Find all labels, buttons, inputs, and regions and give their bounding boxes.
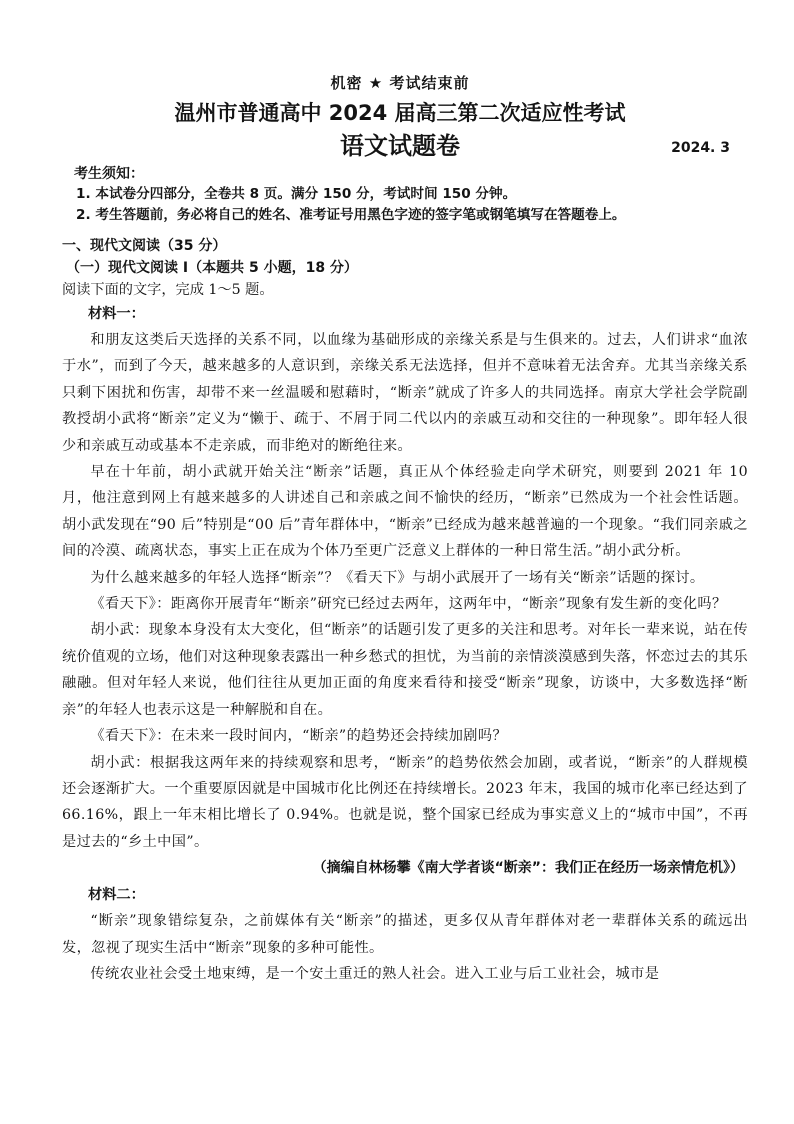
- paragraph: 为什么越来越多的年轻人选择“断亲”？《看天下》与胡小武展开了一场有关“断亲”话题的探讨。: [90, 569, 705, 586]
- subject-row: [62, 130, 748, 162]
- paragraph: 胡小武：现象本身没有太大变化，但“断亲”的话题引发了更多的关注和思考。对年长一辈来说，站在传统价值观的立场，他们对这种现象表露出一种乡愁式的担忧，为当前的亲情淡漠感到失落，怀恋过去的其乐融融。但对年轻人来说，他们往往从更加正面的角度来看待和接受“断亲”现象，访谈中，大多数选择“断亲”的年轻人也表示这是一种解脱和自在。: [62, 622, 748, 718]
- paragraph: 传统农业社会受土地束缚，是一个安土重迁的熟人社会。进入工业与后工业社会，城市是: [90, 965, 660, 982]
- section-title: 一、现代文阅读（35 分）: [62, 238, 227, 254]
- notice-title: 考生须知：: [74, 166, 144, 182]
- exam-title: 温州市普通高中 2024 届高三第二次适应性考试: [174, 101, 626, 125]
- paragraph: 和朋友这类后天选择的关系不同，以血缘为基础形成的亲缘关系是与生俱来的。过去，人们讲求“血浓于水”，而到了今天，越来越多的人意识到，亲缘关系无法选择，但并不意味着无法舍弃。尤其当亲缘关系只剩下困扰和伤害，却带不来一丝温暖和慰藉时，“断亲”就成了许多人的共同选择。南京大学社会学院副教授胡小武将“断亲”定义为“懒于、疏于、不屑于同二代以内的亲戚互动和交往的一种现象”。即年轻人很少和亲戚互动或基本不走亲戚，而非绝对的断绝往来。: [62, 332, 748, 454]
- notice-item: 1. 本试卷分四部分，全卷共 8 页。满分 150 分，考试时间 150 分钟。: [76, 186, 517, 202]
- notice-block: [62, 164, 748, 226]
- material-title: 材料一：: [88, 306, 145, 322]
- reading-instruction: 阅读下面的文字，完成 1～5 题。: [62, 282, 274, 298]
- material-two: [62, 882, 748, 987]
- paragraph: 《看天下》：距离你开展青年“断亲”研究已经过去两年，这两年中，“断亲”现象有发生新的变化吗？: [90, 596, 727, 613]
- subsection-title: （一）现代文阅读 I（本题共 5 小题，18 分）: [66, 260, 358, 276]
- paragraph: 胡小武：根据我这两年来的持续观察和思考，“断亲”的趋势依然会加剧，或者说，“断亲”的人群规模还会逐渐扩大。一个重要原因就是中国城市化比例还在持续增长。2023 年末，我国的城市化率已经达到了 66.16%，跟上一年末相比增长了 0.94%。也就是说，整个国家已经成为事实意义上的“城市中国”，不再是过去的“乡土中国”。: [62, 754, 748, 850]
- material-one: [62, 301, 748, 882]
- paragraph: 《看天下》：在未来一段时间内，“断亲”的趋势还会持续加剧吗？: [90, 728, 508, 745]
- exam-date: 2024. 3: [671, 140, 730, 156]
- paragraph: 早在十年前，胡小武就开始关注“断亲”话题，真正从个体经验走向学术研究，则要到 2021 年 10 月，他注意到网上有越来越多的人讲述自己和亲戚之间不愉快的经历，“断亲”已然成为一个社会性话题。胡小武发现在“90 后”特别是“00 后”青年群体中，“断亲”已经成为越来越普遍的一个现象。“我们同亲戚之间的冷漠、疏离状态，事实上正在成为个体乃至更广泛意义上群体的一种日常生活。”胡小武分析。: [62, 464, 748, 560]
- subject-title: 语文试题卷: [340, 132, 460, 160]
- confidential-label: 机密 ★ 考试结束前: [330, 74, 470, 92]
- notice-item: 2. 考生答题前，务必将自己的姓名、准考证号用黑色字迹的签字笔或钢笔填写在答题卷上。: [76, 207, 626, 223]
- source-citation: （摘编自林杨攀《南大学者谈“断亲”：我们正在经历一场亲情危机》）: [312, 860, 744, 877]
- material-title: 材料二：: [88, 887, 145, 904]
- paragraph: “断亲”现象错综复杂，之前媒体有关“断亲”的描述，更多仅从青年群体对老一辈群体关系的疏远出发，忽视了现实生活中“断亲”现象的多种可能性。: [62, 913, 748, 956]
